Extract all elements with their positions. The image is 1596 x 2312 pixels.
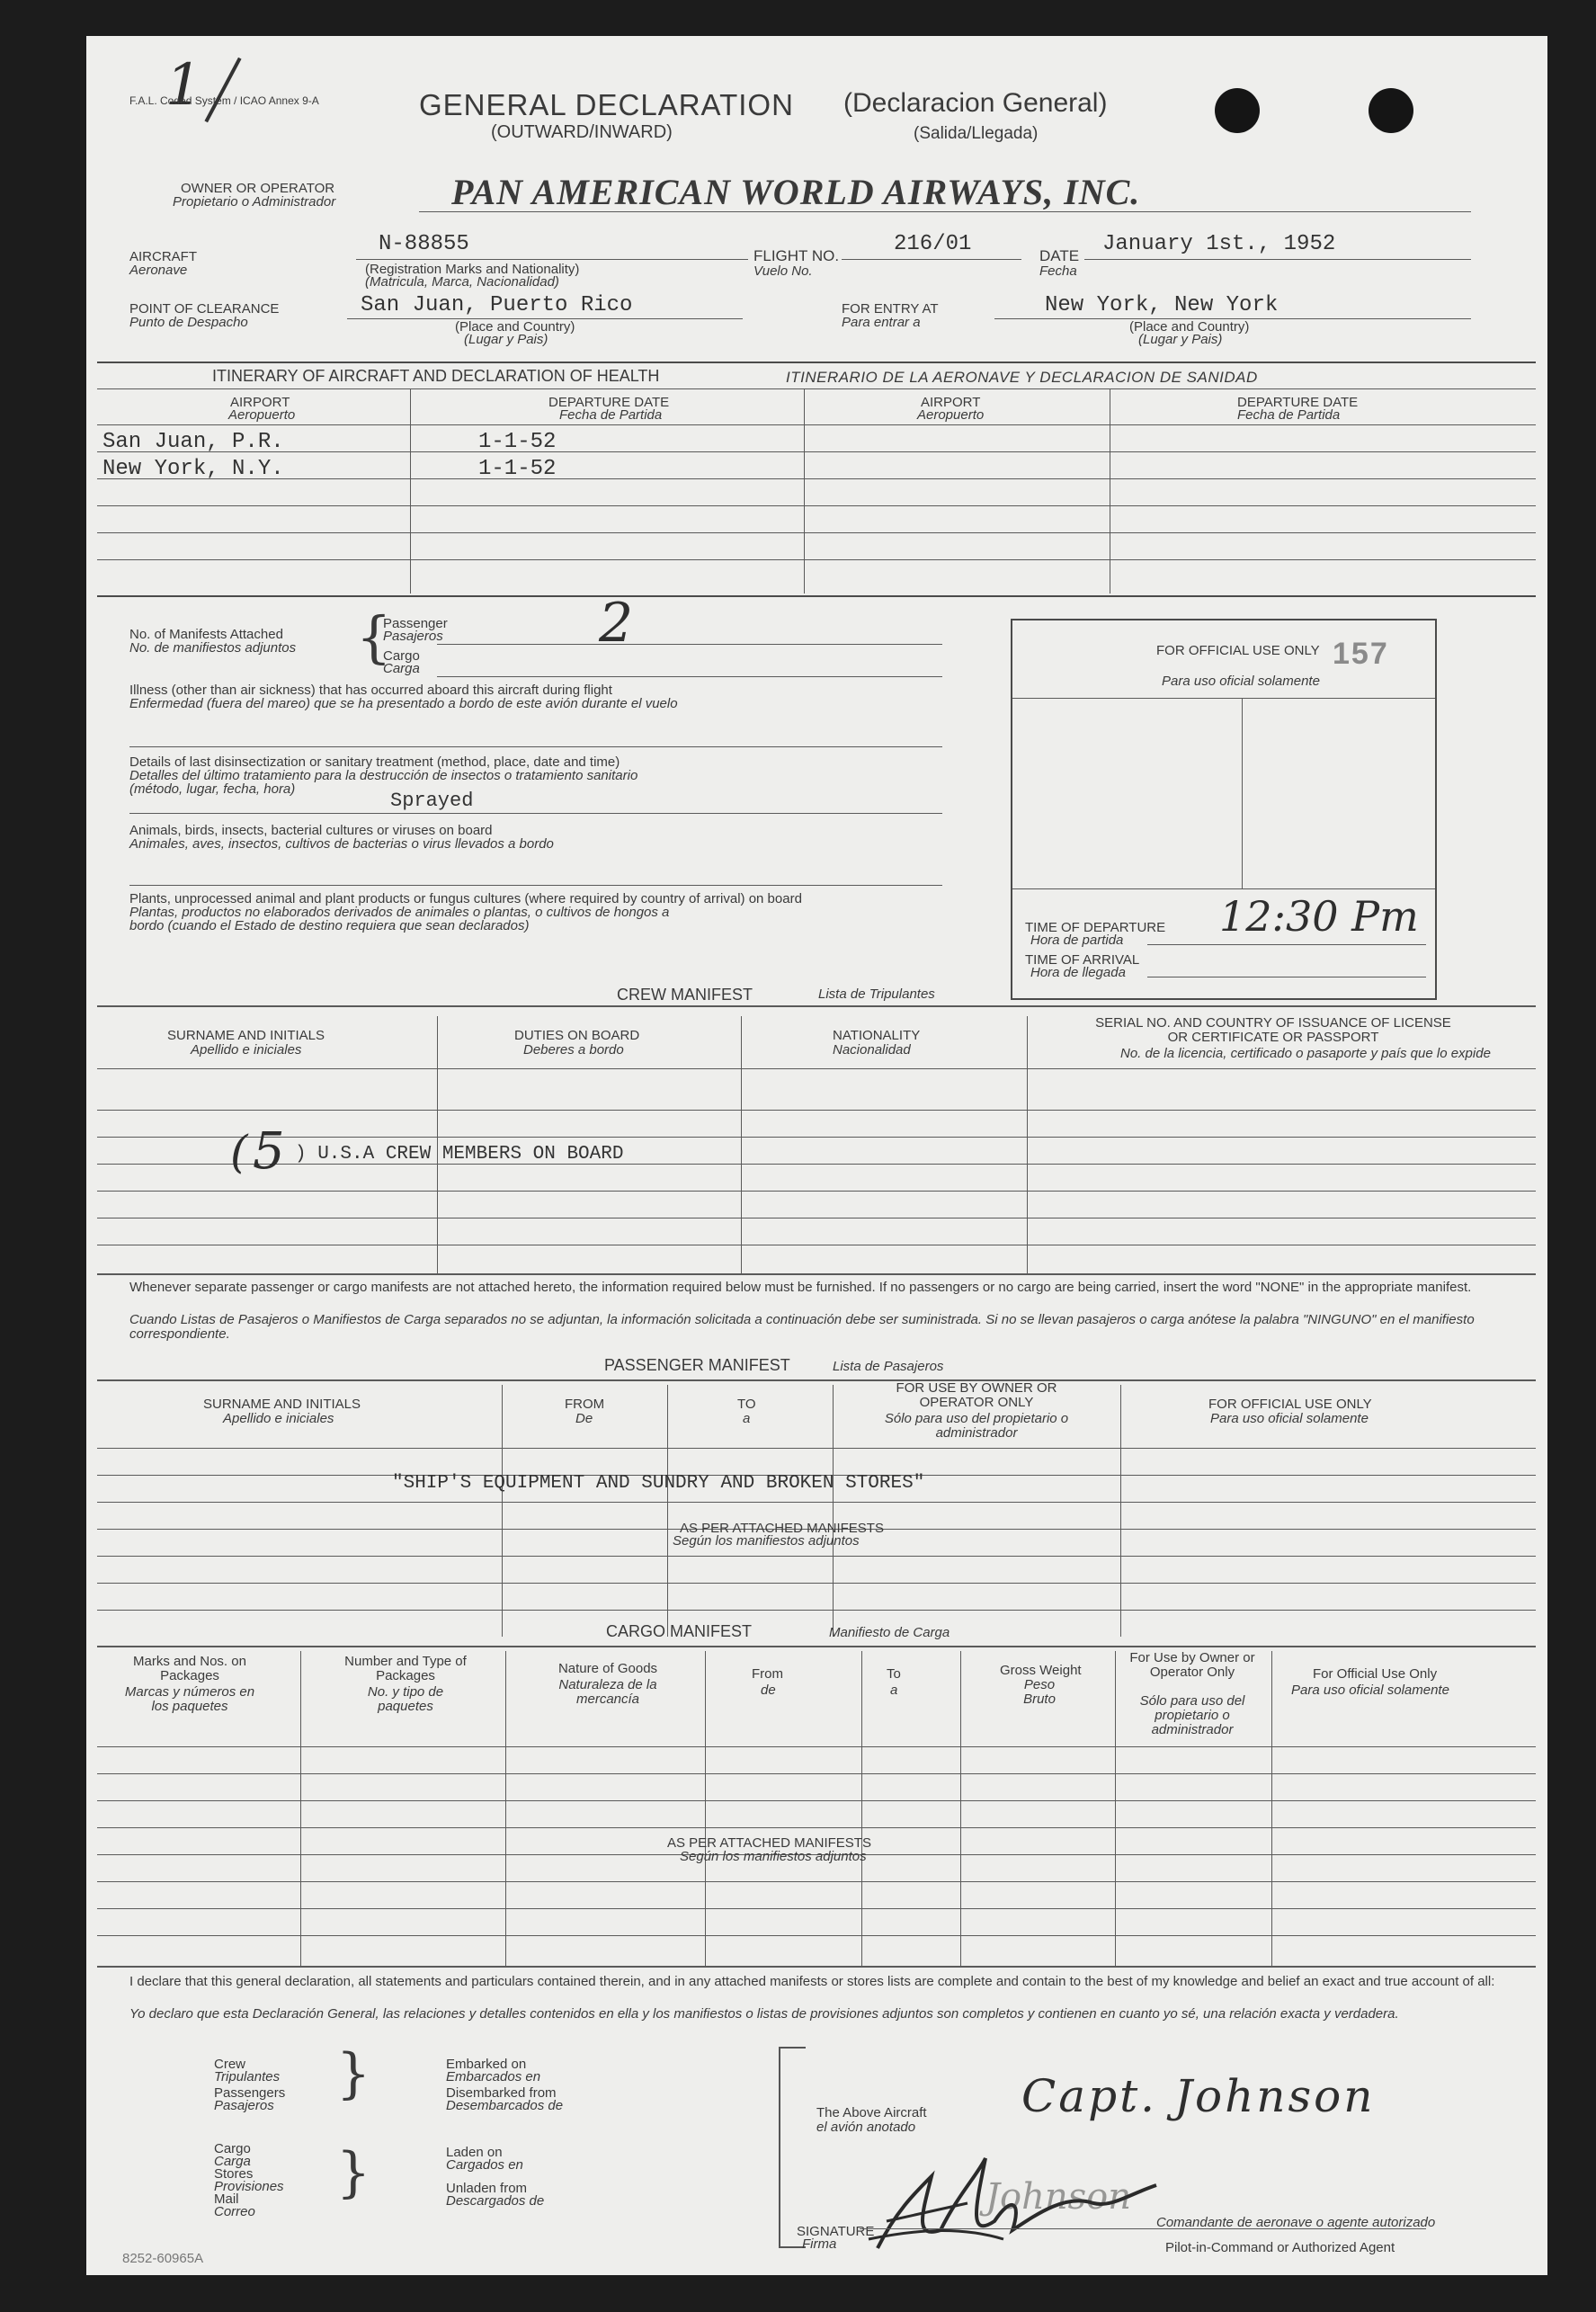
aircraft-label-es: Aeronave xyxy=(129,263,188,278)
date-line xyxy=(1084,259,1471,260)
signature-value: Johnson xyxy=(985,2176,1132,2218)
date-label-es: Fecha xyxy=(1039,263,1077,279)
manifests-cargo-label: Cargo xyxy=(383,648,420,664)
animals-label-es: Animales, aves, insectos, cultivos de bacterias o virus llevados a bordo xyxy=(129,836,554,852)
crew-col-surname: SURNAME AND INITIALS xyxy=(167,1028,325,1043)
bottom-embarked: Embarked on xyxy=(446,2057,527,2072)
bottom-passengers-es: Pasajeros xyxy=(214,2098,274,2113)
passenger-row-5 xyxy=(97,1583,1536,1584)
plants-label-es2: bordo (cuando el Estado de destino requiera que sean declarados) xyxy=(129,918,530,933)
bottom-brace-2: } xyxy=(336,2141,371,2204)
cargo-col-1 xyxy=(300,1651,301,1966)
cargo-col-from-es: de xyxy=(761,1683,776,1698)
passenger-attached-es: Según los manifiestos adjuntos xyxy=(673,1533,860,1549)
signature-label-es: Firma xyxy=(802,2236,837,2252)
crew-col-nationality: NATIONALITY xyxy=(833,1028,921,1043)
cargo-col-packages-es: No. y tipo de paquetes xyxy=(367,1684,444,1714)
signature-bracket xyxy=(779,2047,806,2248)
notice-top-line xyxy=(97,1273,1536,1275)
passenger-col-3 xyxy=(833,1385,834,1637)
itinerary-row-line-4 xyxy=(97,532,1536,533)
cargo-col-7 xyxy=(1271,1651,1272,1966)
crew-col-duties: DUTIES ON BOARD xyxy=(514,1028,640,1043)
itinerary-date-header-2-es: Fecha de Partida xyxy=(1237,407,1341,423)
declaration-en: I declare that this general declaration, all statements and particulars contained therein, and in any attached manifests or stores lists are complete and contain to the best of my knowledge and belief an exact and true account of all: xyxy=(129,1974,1495,1989)
bottom-unladen-es: Descargados de xyxy=(446,2193,545,2209)
passenger-col-surname-es: Apellido e iniciales xyxy=(223,1411,334,1426)
passenger-col-official: FOR OFFICIAL USE ONLY xyxy=(1208,1397,1372,1412)
crew-col-nationality-es: Nacionalidad xyxy=(833,1042,911,1058)
official-box-line-1 xyxy=(1012,698,1435,699)
bottom-crew-es: Tripulantes xyxy=(214,2069,281,2084)
cargo-col-to: To xyxy=(887,1666,901,1682)
itinerary-date-header-es: Fecha de Partida xyxy=(559,407,663,423)
itinerary-airport-1: San Juan, P.R. xyxy=(103,430,284,454)
official-box-line-2 xyxy=(1012,888,1435,889)
manifests-label: No. of Manifests Attached xyxy=(129,627,283,642)
handwritten-page-mark: 1 xyxy=(165,52,202,119)
form-subtitle-es: (Salida/Llegada) xyxy=(914,124,1039,143)
bottom-disembarked: Disembarked from xyxy=(446,2085,557,2101)
crew-row-1 xyxy=(97,1110,1536,1111)
form-code: 8252-60965A xyxy=(122,2251,204,2266)
itinerary-header-line xyxy=(97,424,1536,425)
itinerary-airport-header-2-es: Aeropuerto xyxy=(917,407,985,423)
date-value: January 1st., 1952 xyxy=(1102,232,1336,256)
clearance-label: POINT OF CLEARANCE xyxy=(129,301,280,317)
official-box-divider xyxy=(1242,698,1243,888)
cargo-col-to-es: a xyxy=(890,1683,898,1698)
entry-note: (Place and Country) xyxy=(1129,319,1250,335)
cargo-title: CARGO MANIFEST xyxy=(606,1622,753,1640)
cargo-col-3 xyxy=(705,1651,706,1966)
manifests-line-2 xyxy=(437,676,942,677)
declaration-top-line xyxy=(97,1966,1536,1968)
bottom-unladen: Unladen from xyxy=(446,2181,528,2196)
cargo-top-line xyxy=(97,1646,1536,1647)
passenger-row-2 xyxy=(97,1502,1536,1503)
bottom-embarked-es: Embarcados en xyxy=(446,2069,541,2084)
passenger-col-to-es: a xyxy=(743,1411,751,1426)
crew-col-surname-es: Apellido e iniciales xyxy=(191,1042,302,1058)
crew-row-2 xyxy=(97,1137,1536,1138)
itinerary-date-header: DEPARTURE DATE xyxy=(548,395,670,410)
manifests-label-es: No. de manifiestos adjuntos xyxy=(129,640,297,656)
manifests-passenger-label-es: Pasajeros xyxy=(383,629,443,644)
cargo-col-owner: For Use by Owner or Operator Only xyxy=(1129,1650,1255,1680)
cargo-col-2 xyxy=(505,1651,506,1966)
passenger-row-6 xyxy=(97,1610,1536,1611)
official-use-label: FOR OFFICIAL USE ONLY xyxy=(1156,643,1320,658)
aircraft-label: AIRCRAFT xyxy=(129,249,197,264)
pic-label: Pilot-in-Command or Authorized Agent xyxy=(1165,2240,1395,2255)
cargo-title-es: Manifiesto de Carga xyxy=(829,1625,950,1640)
owner-label: OWNER OR OPERATOR xyxy=(181,181,335,196)
cargo-row-1 xyxy=(97,1773,1536,1774)
signature-label: SIGNATURE xyxy=(797,2224,875,2239)
aircraft-note-es: (Matricula, Marca, Nacionalidad) xyxy=(365,274,559,290)
above-aircraft-label: The Above Aircraft xyxy=(816,2105,927,2120)
itinerary-date-header-2: DEPARTURE DATE xyxy=(1237,395,1359,410)
cargo-col-from: From xyxy=(752,1666,783,1682)
itinerary-airport-header-es: Aeropuerto xyxy=(228,407,296,423)
bottom-cargo: Cargo xyxy=(214,2141,251,2156)
animals-line xyxy=(129,885,942,886)
clearance-note-es: (Lugar y Pais) xyxy=(464,332,548,347)
cargo-col-5 xyxy=(960,1651,961,1966)
crew-title-es: Lista de Tripulantes xyxy=(818,986,935,1002)
handwritten-slash xyxy=(204,58,241,123)
form-title-es: (Declaracion General) xyxy=(843,88,1108,118)
crew-count: 5 xyxy=(253,1122,285,1181)
form-title: GENERAL DECLARATION xyxy=(419,88,794,121)
cargo-col-weight-es: Peso Bruto xyxy=(1023,1677,1056,1707)
aircraft-value: N-88855 xyxy=(379,232,469,256)
itinerary-title: ITINERARY OF AIRCRAFT AND DECLARATION OF HEALTH xyxy=(212,367,660,385)
bottom-mail-es: Correo xyxy=(214,2204,255,2219)
cargo-header-line xyxy=(97,1746,1536,1747)
arrival-time-label-es: Hora de llegada xyxy=(1030,965,1126,980)
bottom-brace-1: } xyxy=(336,2042,371,2105)
passenger-title: PASSENGER MANIFEST xyxy=(604,1356,790,1374)
passenger-title-es: Lista de Pasajeros xyxy=(833,1359,944,1374)
flight-label-es: Vuelo No. xyxy=(753,263,813,279)
bottom-disembarked-es: Desembarcados de xyxy=(446,2098,564,2113)
entry-note-es: (Lugar y Pais) xyxy=(1138,332,1223,347)
disinsect-label-es: Detalles del último tratamiento para la destrucción de insectos o tratamiento sanitario xyxy=(129,768,638,783)
cargo-col-owner-es: Sólo para uso del propietario o administrador xyxy=(1139,1693,1245,1737)
passenger-col-from: FROM xyxy=(565,1397,605,1412)
itinerary-date-1: 1-1-52 xyxy=(478,430,557,454)
crew-title: CREW MANIFEST xyxy=(617,986,753,1004)
passenger-col-to: TO xyxy=(737,1397,756,1412)
departure-time-label-es: Hora de partida xyxy=(1030,933,1124,948)
cargo-col-official-es: Para uso oficial solamente xyxy=(1291,1683,1449,1698)
itinerary-row-line-3 xyxy=(97,505,1536,506)
official-use-label-es: Para uso oficial solamente xyxy=(1162,674,1320,689)
passenger-col-4 xyxy=(1120,1385,1121,1637)
manifests-cargo-label-es: Carga xyxy=(383,661,420,676)
bottom-laden-es: Cargados en xyxy=(446,2157,523,2173)
owner-label-es: Propietario o Administrador xyxy=(173,194,336,210)
itinerary-row-line-5 xyxy=(97,559,1536,560)
plants-label: Plants, unprocessed animal and plant products or fungus cultures (where required by country of arrival) on board xyxy=(129,891,802,906)
passenger-col-owner: FOR USE BY OWNER OR OPERATOR ONLY xyxy=(896,1380,1057,1410)
cargo-row-2 xyxy=(97,1800,1536,1801)
declaration-es: Yo declaro que esta Declaración General, las relaciones y detalles contenidos en ella y los manifiestos o listas de provisiones adjuntos son completos y contienen en cuanto yo sé, una relación exacta y verdadera. xyxy=(129,2006,1399,2022)
bottom-stores-es: Provisiones xyxy=(214,2179,284,2194)
crew-col-license-es: No. de la licencia, certificado o pasaporte y país que lo expide xyxy=(1120,1046,1491,1061)
disinsect-label-es2: (método, lugar, fecha, hora) xyxy=(129,781,296,797)
clearance-value: San Juan, Puerto Rico xyxy=(361,293,633,317)
bottom-stores: Stores xyxy=(214,2166,254,2182)
flight-label: FLIGHT NO. xyxy=(753,247,840,264)
itinerary-row-line-2 xyxy=(97,478,1536,479)
cargo-col-4 xyxy=(861,1651,862,1966)
departure-time-value: 12:30 Pm xyxy=(1219,892,1419,941)
bottom-crew: Crew xyxy=(214,2057,246,2072)
disinsect-label: Details of last disinsectization or sanitary treatment (method, place, date and time) xyxy=(129,754,620,770)
passenger-entry: "SHIP'S EQUIPMENT AND SUNDRY AND BROKEN STORES" xyxy=(392,1473,925,1494)
crew-row-4 xyxy=(97,1191,1536,1192)
cargo-col-nature-es: Naturaleza de la mercancía xyxy=(558,1677,657,1707)
date-label: DATE xyxy=(1039,247,1080,264)
itinerary-col-2 xyxy=(804,388,805,594)
passenger-row-4 xyxy=(97,1556,1536,1557)
itinerary-title-es: ITINERARIO DE LA AERONAVE Y DECLARACION DE SANIDAD xyxy=(786,369,1258,386)
arrival-time-label: TIME OF ARRIVAL xyxy=(1025,952,1140,968)
flight-value: 216/01 xyxy=(894,232,972,256)
entry-label: FOR ENTRY AT xyxy=(842,301,939,317)
itinerary-col-1 xyxy=(410,388,411,594)
passenger-col-owner-es: Sólo para uso del propietario o administrador xyxy=(884,1411,1069,1441)
form-system-code: F.A.L. Coded System / ICAO Annex 9-A xyxy=(129,94,319,107)
manifests-passenger-label: Passenger xyxy=(383,616,448,631)
official-number: 157 xyxy=(1333,637,1389,671)
cargo-col-nature: Nature of Goods xyxy=(557,1661,658,1676)
punch-hole-2 xyxy=(1369,88,1413,133)
passenger-col-from-es: De xyxy=(575,1411,593,1426)
aircraft-line xyxy=(356,259,748,260)
itinerary-title-line xyxy=(97,388,1536,389)
passenger-col-official-es: Para uso oficial solamente xyxy=(1210,1411,1369,1426)
illness-line xyxy=(129,746,942,747)
passenger-col-2 xyxy=(667,1385,668,1637)
entry-label-es: Para entrar a xyxy=(842,315,921,330)
crew-col-license: SERIAL NO. AND COUNTRY OF ISSUANCE OF LICENSE OR CERTIFICATE OR PASSPORT xyxy=(1095,1015,1451,1045)
disinsect-value: Sprayed xyxy=(390,790,474,812)
cargo-row-7 xyxy=(97,1935,1536,1936)
crew-entry: ) U.S.A CREW MEMBERS ON BOARD xyxy=(295,1144,624,1165)
cargo-row-5 xyxy=(97,1881,1536,1882)
crew-header-line xyxy=(97,1068,1536,1069)
departure-time-label: TIME OF DEPARTURE xyxy=(1025,920,1166,935)
passenger-header-line xyxy=(97,1448,1536,1449)
cargo-col-marks-es: Marcas y números en los paquetes xyxy=(124,1684,255,1714)
illness-label-es: Enfermedad (fuera del mareo) que se ha presentado a bordo de este avión durante el vuelo xyxy=(129,696,678,711)
cargo-row-3 xyxy=(97,1827,1536,1828)
passenger-attached: AS PER ATTACHED MANIFESTS xyxy=(680,1521,884,1536)
punch-hole-1 xyxy=(1215,88,1260,133)
itinerary-airport-header: AIRPORT xyxy=(230,395,290,410)
crew-col-2 xyxy=(741,1016,742,1273)
cargo-col-packages: Number and Type of Packages xyxy=(344,1654,467,1683)
crew-col-duties-es: Deberes a bordo xyxy=(523,1042,624,1058)
declaration-form xyxy=(86,36,1547,2275)
crew-top-line xyxy=(97,1005,1536,1007)
bottom-passengers: Passengers xyxy=(214,2085,286,2101)
bottom-mail: Mail xyxy=(214,2191,239,2207)
cargo-col-6 xyxy=(1115,1651,1116,1966)
cargo-col-marks: Marks and Nos. on Packages xyxy=(133,1654,246,1683)
owner-value: PAN AMERICAN WORLD AIRWAYS, INC. xyxy=(451,172,1141,212)
cargo-col-official: For Official Use Only xyxy=(1313,1666,1438,1682)
itinerary-airport-header-2: AIRPORT xyxy=(921,395,981,410)
departure-time-line xyxy=(1147,944,1426,945)
passenger-col-1 xyxy=(502,1385,503,1637)
clearance-label-es: Punto de Despacho xyxy=(129,315,248,330)
plants-label-es: Plantas, productos no elaborados derivados de animales o plantas, o cultivos de hongos a xyxy=(129,905,670,920)
manifests-count: 2 xyxy=(599,592,634,655)
disinsect-line xyxy=(129,813,942,814)
entry-value: New York, New York xyxy=(1045,293,1279,317)
itinerary-row-line-1 xyxy=(97,451,1536,452)
clearance-note: (Place and Country) xyxy=(455,319,575,335)
bottom-laden: Laden on xyxy=(446,2145,503,2160)
manifests-line-1 xyxy=(437,644,942,645)
form-subtitle: (OUTWARD/INWARD) xyxy=(491,122,673,142)
flight-line xyxy=(842,259,1021,260)
bottom-cargo-es: Carga xyxy=(214,2154,251,2169)
animals-label: Animals, birds, insects, bacterial cultures or viruses on board xyxy=(129,823,493,838)
crew-count-paren: ( xyxy=(230,1126,248,1178)
crew-col-3 xyxy=(1027,1016,1028,1273)
itinerary-date-2: 1-1-52 xyxy=(478,457,557,481)
cargo-row-6 xyxy=(97,1908,1536,1909)
illness-label: Illness (other than air sickness) that has occurred aboard this aircraft during flight xyxy=(129,683,612,698)
aircraft-note: (Registration Marks and Nationality) xyxy=(365,262,580,277)
cargo-attached: AS PER ATTACHED MANIFESTS xyxy=(667,1835,871,1851)
notice-en: Whenever separate passenger or cargo manifests are not attached hereto, the information required below must be furnished. If no passengers or no cargo are being carried, insert the word "NONE" in the appropriate manifest. xyxy=(129,1280,1472,1295)
pic-label-es: Comandante de aeronave o agente autorizado xyxy=(1156,2215,1436,2230)
passenger-top-line xyxy=(97,1379,1536,1381)
notice-es: Cuando Listas de Pasajeros o Manifiestos de Carga separados no se adjuntan, la información solicitada a continuación debe ser suministrada. Si no se llevan pasajeros o carga anótese la palabra "NINGUNO" en el manifiesto correspondiente. xyxy=(129,1312,1475,1342)
cargo-attached-es: Según los manifiestos adjuntos xyxy=(680,1849,867,1864)
captain-name: Capt. Johnson xyxy=(1021,2070,1376,2122)
passenger-col-surname: SURNAME AND INITIALS xyxy=(203,1397,361,1412)
above-aircraft-label-es: el avión anotado xyxy=(816,2120,916,2135)
itinerary-airport-2: New York, N.Y. xyxy=(103,457,284,481)
cargo-col-weight: Gross Weight xyxy=(1000,1663,1082,1678)
manifests-brace: { xyxy=(356,604,392,670)
owner-line xyxy=(419,211,1471,212)
